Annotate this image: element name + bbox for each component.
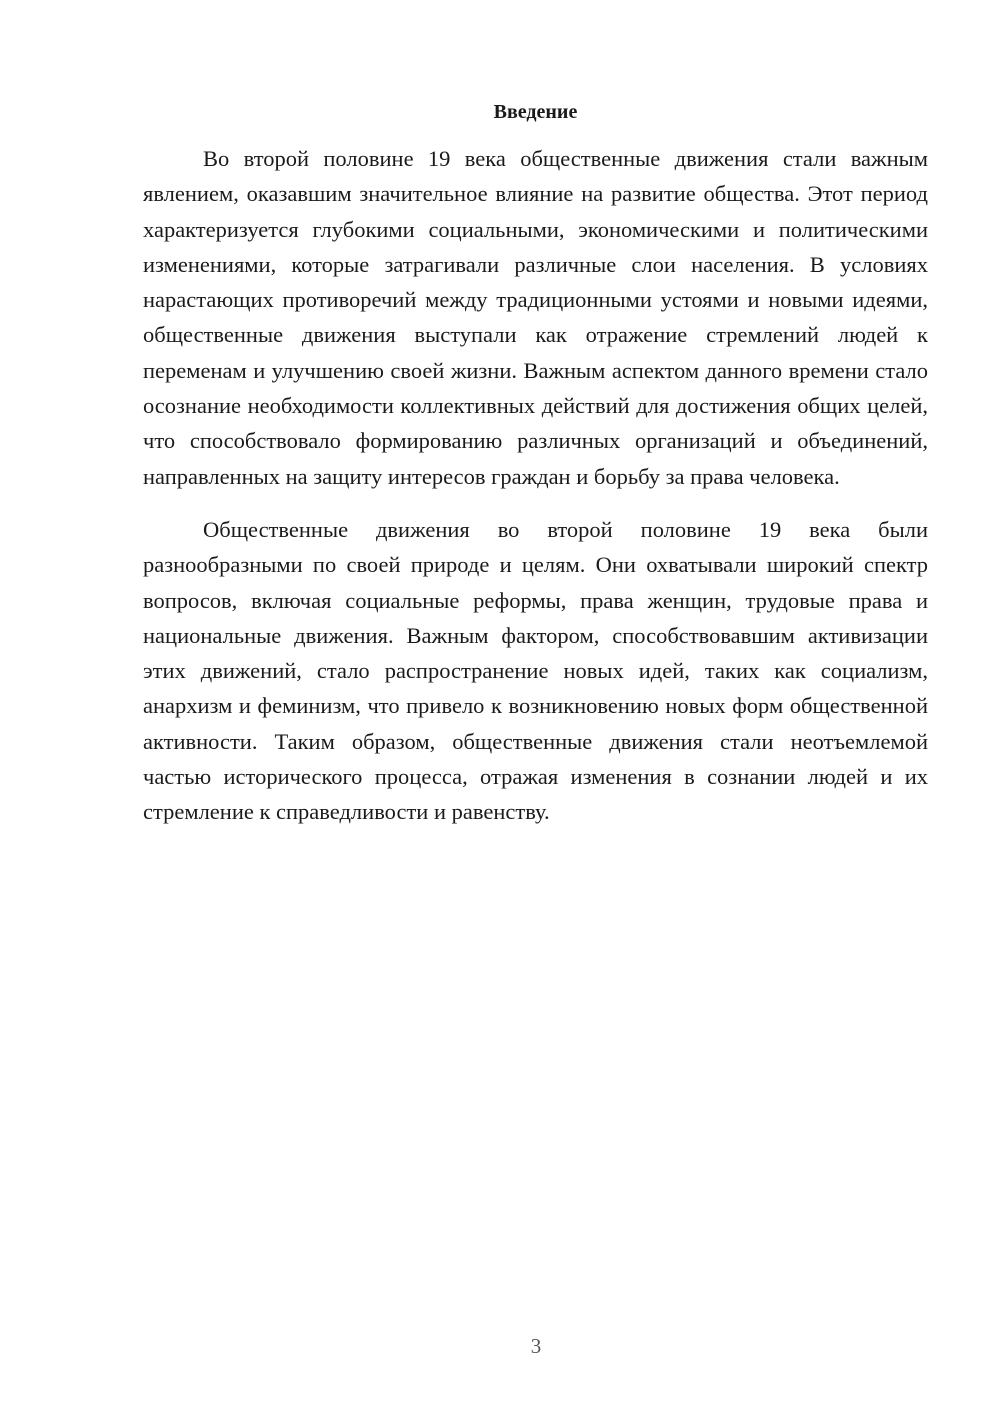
page-number: 3 (530, 1334, 542, 1358)
paragraph-1: Во второй половине 19 века общественные движения стали важным явлением, оказавшим значительное влияние на развитие общества. Этот период характеризуется глубокими социальными, экономическими и политическими изменениями, которые затрагивали различные слои населения. В условиях нарастающих противоречий между традиционными устоями и новыми идеями, общественные движения выступали как отражение стремлений людей к переменам и улучшению своей жизни. Важным аспектом данного времени стало осознание необходимости коллективных действий для достижения общих целей, что способствовало формированию различных организаций и объединений, направленных на защиту интересов граждан и борьбу за права человека. (143, 146, 928, 489)
paragraph-2: Общественные движения во второй половине 19 века были разнообразными по своей природе и целям. Они охватывали широкий спектр вопросов, включая социальные реформы, права женщин, трудовые права и национальные движения. Важным фактором, способствовавшим активизации этих движений, стало распространение новых идей, таких как социализм, анархизм и феминизм, что привело к возникновению новых форм общественной активности. Таким образом, общественные движения стали неотъемлемой частью исторического процесса, отражая изменения в сознании людей и их стремление к справедливости и равенству. (143, 516, 928, 825)
page-content (143, 96, 928, 830)
section-heading: Введение (493, 101, 578, 123)
